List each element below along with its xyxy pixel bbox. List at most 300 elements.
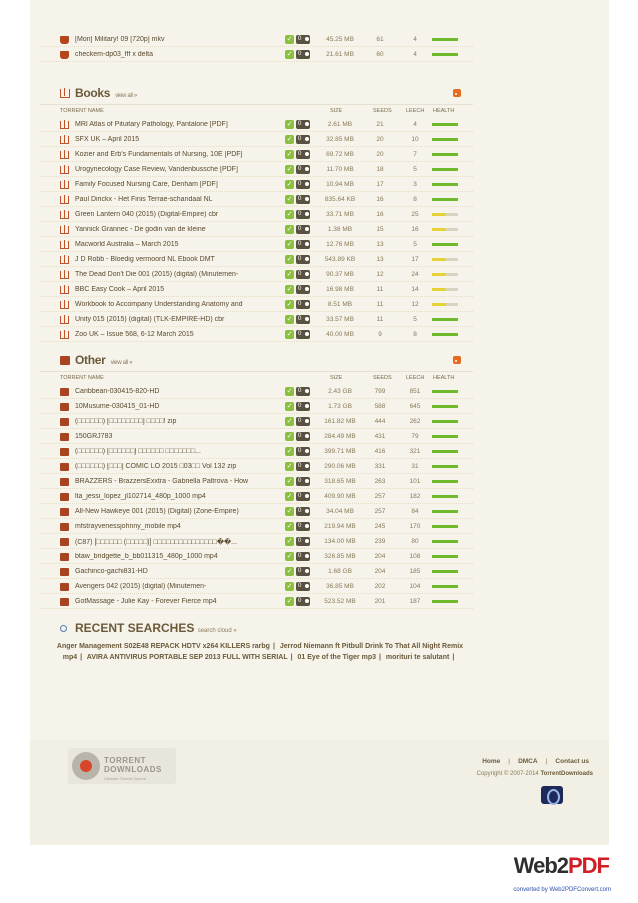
torrent-name-link[interactable]: Zoo UK – Issue 568, 6-12 March 2015 xyxy=(75,331,194,338)
other-view-all-link[interactable]: view all » xyxy=(110,360,133,366)
books-column-header xyxy=(40,105,473,117)
previous-section-tail xyxy=(40,32,473,62)
book-icon xyxy=(60,181,69,189)
comments-count[interactable]: 0 xyxy=(296,537,310,546)
health-bar-fill xyxy=(432,213,446,216)
torrent-size: 1.73 GB xyxy=(328,403,352,410)
health-bar-fill xyxy=(432,168,458,171)
comments-count[interactable]: 0 xyxy=(296,507,310,516)
verified-icon: ✓ xyxy=(286,316,293,323)
health-bar xyxy=(432,420,458,423)
health-bar-fill xyxy=(432,258,446,261)
comments-count[interactable]: 0 xyxy=(296,315,310,324)
comments-count[interactable]: 0 xyxy=(296,240,310,249)
torrent-name-link[interactable]: (□□□□□□) [□□□□□□] □□□□□□ □□□□□□□... xyxy=(75,448,201,455)
torrent-size: 40.00 MB xyxy=(326,331,354,338)
torrent-name-link[interactable]: 150GRJ783 xyxy=(75,433,113,440)
folder-icon xyxy=(60,478,69,486)
health-bar-fill xyxy=(432,465,458,468)
health-bar xyxy=(432,510,458,513)
torrent-name-link[interactable]: (□□□□□□) [□□□] COMIC LO 2015 □03□□ Vol 132 zip xyxy=(75,463,237,470)
torrent-name-link[interactable]: Unity 015 (2015) (digital) (TLK-EMPIRE-HD) cbr xyxy=(75,316,225,323)
leech-count: 31 xyxy=(411,463,419,470)
verified-icon: ✓ xyxy=(286,493,293,500)
torrent-row xyxy=(40,32,473,47)
health-bar xyxy=(432,570,458,573)
book-icon xyxy=(60,331,69,339)
comments-count[interactable]: 0 xyxy=(296,387,310,396)
health-bar-fill xyxy=(432,123,458,126)
seeds-count: 204 xyxy=(374,568,386,575)
comments-count[interactable]: 0 xyxy=(296,492,310,501)
health-bar xyxy=(432,540,458,543)
col-size[interactable]: SIZE xyxy=(330,108,343,114)
torrent-size: 11.70 MB xyxy=(326,166,354,173)
torrent-size: 33.71 MB xyxy=(326,211,354,218)
other-section xyxy=(40,350,473,609)
torrent-name-link[interactable]: btaw_bridgette_b_bb011315_480p_1000 mp4 xyxy=(75,553,218,560)
seeds-count: 16 xyxy=(376,196,384,203)
health-bar xyxy=(432,405,458,408)
torrent-row xyxy=(40,579,473,594)
torrent-row xyxy=(40,147,473,162)
verified-icon: ✓ xyxy=(286,508,293,515)
torrent-size: 318.65 MB xyxy=(324,478,356,485)
health-bar xyxy=(432,318,458,321)
book-icon xyxy=(60,271,69,279)
health-bar-fill xyxy=(432,183,458,186)
comments-count[interactable]: 0 xyxy=(296,165,310,174)
torrent-row xyxy=(40,267,473,282)
torrent-name-link[interactable]: BBC Easy Cook – April 2015 xyxy=(75,286,165,293)
torrent-size: 2.43 GB xyxy=(328,388,352,395)
separator: | xyxy=(508,758,511,765)
seeds-count: 20 xyxy=(376,136,384,143)
book-icon xyxy=(60,211,69,219)
seeds-count: 18 xyxy=(376,166,384,173)
col-seeds[interactable]: SEEDS xyxy=(373,375,392,381)
folder-icon xyxy=(60,356,70,365)
torrent-size: 134.00 MB xyxy=(324,538,356,545)
torrent-size: 12.76 MB xyxy=(326,241,354,248)
verified-icon: ✓ xyxy=(286,538,293,545)
verified-icon: ✓ xyxy=(286,418,293,425)
recent-search-link[interactable]: Jerrod Niemann ft Pitbull Drink To That All Night Remix mp4 xyxy=(62,643,464,661)
leech-count: 108 xyxy=(409,553,421,560)
torrent-size: 45.25 MB xyxy=(326,36,354,43)
folder-icon xyxy=(60,448,69,456)
leech-count: 24 xyxy=(411,271,419,278)
health-bar-fill xyxy=(432,540,458,543)
torrent-size: 290.06 MB xyxy=(324,463,356,470)
col-leech[interactable]: LEECH xyxy=(406,108,425,114)
comments-count[interactable]: 0 xyxy=(296,180,310,189)
leech-count: 851 xyxy=(409,388,421,395)
torrent-row xyxy=(40,414,473,429)
seeds-count: 15 xyxy=(376,226,384,233)
folder-icon xyxy=(60,403,69,411)
footer-link-home[interactable]: Home xyxy=(482,758,501,765)
seeds-count: 416 xyxy=(374,448,386,455)
seeds-count: 13 xyxy=(376,256,384,263)
leech-count: 645 xyxy=(409,403,421,410)
torrent-row xyxy=(40,117,473,132)
seeds-count: 20 xyxy=(376,151,384,158)
leech-count: 14 xyxy=(411,286,419,293)
leech-count: 80 xyxy=(411,538,419,545)
recent-search-link[interactable]: AVIRA ANTIVIRUS PORTABLE SEP 2013 FULL WITH SERIAL xyxy=(86,654,288,661)
torrent-name-link[interactable]: Yannick Grannec - De godin van de kleine xyxy=(75,226,206,233)
books-header xyxy=(40,83,473,105)
seeds-count: 257 xyxy=(374,493,386,500)
separator: | xyxy=(290,654,293,661)
books-view-all-link[interactable]: view all » xyxy=(115,93,137,99)
torrent-size: 835.64 KB xyxy=(324,196,356,203)
folder-icon xyxy=(60,493,69,501)
comments-count[interactable]: 0 xyxy=(296,120,310,129)
leech-count: 3 xyxy=(413,181,417,188)
torrent-name-link[interactable]: lta_jessi_lopez_jl102714_480p_1000 mp4 xyxy=(75,493,206,500)
torrent-name-link[interactable]: checkem-dp03_fff x delta xyxy=(75,51,153,58)
seeds-count: 60 xyxy=(376,51,384,58)
health-bar xyxy=(432,480,458,483)
col-health[interactable]: HEALTH xyxy=(433,375,455,381)
torrent-size: 69.72 MB xyxy=(326,151,354,158)
health-bar xyxy=(432,525,458,528)
torrent-row xyxy=(40,282,473,297)
seeds-count: 257 xyxy=(374,508,386,515)
health-bar-fill xyxy=(432,333,458,336)
health-bar-fill xyxy=(432,600,458,603)
seeds-count: 263 xyxy=(374,478,386,485)
comments-count[interactable]: 0 xyxy=(296,330,310,339)
col-torrent-name[interactable]: TORRENT NAME xyxy=(60,375,104,381)
health-bar-fill xyxy=(432,480,458,483)
health-bar xyxy=(432,585,458,588)
leech-count: 16 xyxy=(411,226,419,233)
verified-icon: ✓ xyxy=(286,271,293,278)
seeds-count: 331 xyxy=(374,463,386,470)
separator: | xyxy=(378,654,381,661)
torrent-size: 1.38 MB xyxy=(327,226,353,233)
book-icon xyxy=(60,89,70,98)
health-bar xyxy=(432,138,458,141)
web2pdf-credit-link[interactable]: converted by Web2PDFConvert.com xyxy=(513,887,611,893)
folder-icon xyxy=(60,538,69,546)
web2pdf-logo xyxy=(514,853,609,879)
comments-count[interactable]: 0 xyxy=(296,135,310,144)
verified-icon: ✓ xyxy=(286,448,293,455)
verified-icon: ✓ xyxy=(286,568,293,575)
torrent-row xyxy=(40,252,473,267)
badge-icon[interactable] xyxy=(541,786,563,804)
search-icon xyxy=(60,625,67,632)
torrent-row xyxy=(40,594,473,609)
other-title-text: Other xyxy=(75,353,106,367)
leech-count: 8 xyxy=(413,331,417,338)
col-leech[interactable]: LEECH xyxy=(406,375,425,381)
recent-title-text: RECENT SEARCHES xyxy=(75,621,195,635)
recent-search-link[interactable]: Anger Management S02E48 REPACK HDTV x264 KILLERS rarbg xyxy=(56,643,270,650)
torrent-name-link[interactable]: [Mori] Military! 09 [720p] mkv xyxy=(75,36,165,43)
health-bar-fill xyxy=(432,198,458,201)
verified-icon: ✓ xyxy=(286,433,293,440)
torrent-row xyxy=(40,327,473,342)
torrent-size: 10.94 MB xyxy=(326,181,354,188)
torrent-size: 399.71 MB xyxy=(324,448,356,455)
torrent-name-link[interactable]: Gachinco-gachi831-HD xyxy=(75,568,148,575)
folder-icon xyxy=(60,508,69,516)
leech-count: 5 xyxy=(413,241,417,248)
health-bar-fill xyxy=(432,450,458,453)
health-bar xyxy=(432,153,458,156)
footer-link-dmca[interactable]: DMCA xyxy=(518,758,538,765)
torrent-name-link[interactable]: (□□□□□□) [□□□□□□□□] □□□□! zip xyxy=(75,418,177,425)
comments-count[interactable]: 0 xyxy=(296,597,310,606)
seeds-count: 444 xyxy=(374,418,386,425)
health-bar-fill xyxy=(432,153,458,156)
leech-count: 84 xyxy=(411,508,419,515)
leech-count: 25 xyxy=(411,211,419,218)
health-bar xyxy=(432,465,458,468)
torrent-size: 21.61 MB xyxy=(326,51,354,58)
seeds-count: 245 xyxy=(374,523,386,530)
col-torrent-name[interactable]: TORRENT NAME xyxy=(60,108,104,114)
comments-count[interactable]: 0 xyxy=(296,432,310,441)
copyright-brand: TorrentDownloads xyxy=(540,771,593,777)
recent-search-terms xyxy=(55,641,465,663)
torrent-row xyxy=(40,132,473,147)
torrent-row xyxy=(40,207,473,222)
copyright-prefix: Copyright © 2007-2014 xyxy=(476,771,539,777)
book-icon xyxy=(60,166,69,174)
torrent-name-link[interactable]: The Dead Don't Die 001 (2015) (digital) (Minutemen- xyxy=(75,271,239,278)
health-bar-fill xyxy=(432,38,458,41)
comments-count[interactable]: 0 xyxy=(296,210,310,219)
torrent-row xyxy=(40,237,473,252)
book-icon xyxy=(60,136,69,144)
torrent-name-link[interactable]: Workbook to Accompany Understanding Anatomy and xyxy=(75,301,243,308)
health-bar xyxy=(432,183,458,186)
verified-icon: ✓ xyxy=(286,211,293,218)
col-size[interactable]: SIZE xyxy=(330,375,343,381)
leech-count: 185 xyxy=(409,568,421,575)
leech-count: 262 xyxy=(409,418,421,425)
health-bar-fill xyxy=(432,585,458,588)
comments-count[interactable]: 0 xyxy=(296,225,310,234)
health-bar-fill xyxy=(432,318,458,321)
logo-emblem-icon xyxy=(72,752,100,780)
separator: | xyxy=(272,643,275,650)
torrent-row xyxy=(40,384,473,399)
seeds-count: 11 xyxy=(376,286,384,293)
leech-count: 104 xyxy=(409,583,421,590)
seeds-count: 799 xyxy=(374,388,386,395)
health-bar-fill xyxy=(432,243,458,246)
comments-count[interactable]: 0 xyxy=(296,447,310,456)
separator: | xyxy=(545,758,548,765)
comments-count[interactable]: 0 xyxy=(296,582,310,591)
comments-count[interactable]: 0 xyxy=(296,477,310,486)
books-title-text: Books xyxy=(75,86,111,100)
torrent-row xyxy=(40,399,473,414)
torrent-name-link[interactable]: Avengers 042 (2015) (digital) (Minutemen- xyxy=(75,583,207,590)
torrent-row xyxy=(40,564,473,579)
col-seeds[interactable]: SEEDS xyxy=(373,108,392,114)
other-header xyxy=(40,350,473,372)
comments-count[interactable]: 0 xyxy=(296,417,310,426)
book-icon xyxy=(60,316,69,324)
health-bar xyxy=(432,333,458,336)
torrent-name-link[interactable]: Paul Dirickx - Het Finis Terrae-schandaal NL xyxy=(75,196,213,203)
torrent-size: 33.57 MB xyxy=(326,316,354,323)
verified-icon: ✓ xyxy=(286,136,293,143)
verified-icon: ✓ xyxy=(286,598,293,605)
torrent-name-link[interactable]: All-New Hawkeye 001 (2015) (Digital) (Zone-Empire) xyxy=(75,508,239,515)
torrent-name-link[interactable]: Caribbean-030415-820-HD xyxy=(75,388,160,395)
health-bar-fill xyxy=(432,228,446,231)
comments-count[interactable]: 0 xyxy=(296,402,310,411)
torrent-row xyxy=(40,192,473,207)
health-bar xyxy=(432,213,458,216)
torrent-name-link[interactable]: mfstrayvenessjohnny_mobile mp4 xyxy=(75,523,181,530)
other-column-header xyxy=(40,372,473,384)
leech-count: 7 xyxy=(413,151,417,158)
verified-icon: ✓ xyxy=(286,121,293,128)
rss-icon[interactable] xyxy=(453,89,461,97)
health-bar xyxy=(432,555,458,558)
verified-icon: ✓ xyxy=(286,36,293,43)
torrent-name-link[interactable]: J D Robb - Bloedig vermoord NL Ebook DMT xyxy=(75,256,215,263)
leech-count: 170 xyxy=(409,523,421,530)
folder-icon xyxy=(60,388,69,396)
torrent-size: 284.49 MB xyxy=(324,433,356,440)
rss-icon[interactable] xyxy=(453,356,461,364)
health-bar xyxy=(432,450,458,453)
footer-nav xyxy=(478,758,593,765)
copyright xyxy=(477,771,593,777)
book-icon xyxy=(60,301,69,309)
books-list xyxy=(40,117,473,342)
comments-count[interactable]: 0 xyxy=(296,552,310,561)
books-section xyxy=(40,83,473,342)
folder-icon xyxy=(60,553,69,561)
torrent-name-link[interactable]: Green Lantern 040 (2015) (Digital-Empire) cbr xyxy=(75,211,219,218)
verified-icon: ✓ xyxy=(286,181,293,188)
torrent-size: 32.85 MB xyxy=(326,136,354,143)
torrent-size: 16.98 MB xyxy=(326,286,354,293)
footer-link-contact-us[interactable]: Contact us xyxy=(555,758,589,765)
health-bar xyxy=(432,258,458,261)
comments-count[interactable]: 0 xyxy=(296,270,310,279)
health-bar xyxy=(432,38,458,41)
torrent-row xyxy=(40,549,473,564)
torrent-name-link[interactable]: (C87) [□□□□□□ (□□□□□)] □□□□□□□□□□□□□□□��... xyxy=(75,539,238,546)
verified-icon: ✓ xyxy=(286,196,293,203)
logo-text-1: TORRENT xyxy=(104,756,147,765)
comments-count[interactable]: 0 xyxy=(296,300,310,309)
health-bar xyxy=(432,273,458,276)
other-list xyxy=(40,384,473,609)
health-bar-fill xyxy=(432,390,458,393)
torrent-name-link[interactable]: Urogynecology Case Review, Vandenbussche [PDF] xyxy=(75,166,238,173)
site-logo[interactable] xyxy=(68,748,176,784)
comments-count[interactable]: 0 xyxy=(296,462,310,471)
leech-count: 10 xyxy=(411,136,419,143)
logo-tagline: Ultimate Torrent Source xyxy=(104,776,146,781)
health-bar-fill xyxy=(432,273,446,276)
leech-count: 5 xyxy=(413,316,417,323)
torrent-row xyxy=(40,444,473,459)
health-bar-fill xyxy=(432,420,458,423)
torrent-size: 523.52 MB xyxy=(324,598,356,605)
torrent-name-link[interactable]: Family Focused Nursing Care, Denham [PDF] xyxy=(75,181,218,188)
recent-search-link[interactable]: 01 Eye of the Tiger mp3 xyxy=(297,654,376,661)
books-title xyxy=(75,86,137,100)
seeds-count: 11 xyxy=(376,301,384,308)
torrent-row xyxy=(40,312,473,327)
torrent-name-link[interactable]: SFX UK – April 2015 xyxy=(75,136,140,143)
torrent-size: 326.85 MB xyxy=(324,553,356,560)
torrent-row xyxy=(40,222,473,237)
folder-icon xyxy=(60,463,69,471)
health-bar-fill xyxy=(432,570,458,573)
torrent-size: 34.04 MB xyxy=(326,508,354,515)
comments-count[interactable]: 0 xyxy=(296,50,310,59)
verified-icon: ✓ xyxy=(286,166,293,173)
comments-count[interactable]: 0 xyxy=(296,195,310,204)
torrent-size: 543.89 KB xyxy=(324,256,356,263)
comments-count[interactable]: 0 xyxy=(296,567,310,576)
comments-count[interactable]: 0 xyxy=(296,35,310,44)
recent-search-link[interactable]: morituri te salutant xyxy=(385,654,450,661)
torrent-row xyxy=(40,297,473,312)
health-bar-fill xyxy=(432,138,458,141)
torrent-name-link[interactable]: 10Musume-030415_01-HD xyxy=(75,403,160,410)
leech-count: 12 xyxy=(411,301,419,308)
torrent-name-link[interactable]: BRAZZERS - BrazzersExxtra - Gabriella Paltrova - How xyxy=(75,478,249,485)
torrent-name-link[interactable]: MRI Atlas of Pituitary Pathology, Pantalone [PDF] xyxy=(75,121,228,128)
comments-count[interactable]: 0 xyxy=(296,522,310,531)
verified-icon: ✓ xyxy=(286,151,293,158)
comments-count[interactable]: 0 xyxy=(296,255,310,264)
folder-icon xyxy=(60,598,69,606)
health-bar xyxy=(432,288,458,291)
torrent-name-link[interactable]: GotMassage - Julie Kay - Forever Fierce mp4 xyxy=(75,598,217,605)
verified-icon: ✓ xyxy=(286,256,293,263)
separator: | xyxy=(452,654,455,661)
health-bar-fill xyxy=(432,555,458,558)
comments-count[interactable]: 0 xyxy=(296,285,310,294)
leech-count: 101 xyxy=(409,478,421,485)
health-bar xyxy=(432,495,458,498)
seeds-count: 239 xyxy=(374,538,386,545)
torrent-name-link[interactable]: Kozier and Erb's Fundamentals of Nursing, 10E [PDF] xyxy=(75,151,243,158)
category-icon xyxy=(60,51,69,59)
seeds-count: 11 xyxy=(376,316,384,323)
verified-icon: ✓ xyxy=(286,241,293,248)
torrent-name-link[interactable]: Macworld Australia – March 2015 xyxy=(75,241,179,248)
web2pdf-watermark[interactable] xyxy=(505,853,615,897)
recent-searches-title xyxy=(75,621,237,635)
search-cloud-link[interactable]: search cloud » xyxy=(197,628,237,634)
comments-count[interactable]: 0 xyxy=(296,150,310,159)
col-health[interactable]: HEALTH xyxy=(433,108,455,114)
health-bar xyxy=(432,168,458,171)
web2pdf-logo-pdf: PDF xyxy=(568,853,609,878)
health-bar-fill xyxy=(432,53,458,56)
category-icon xyxy=(60,36,69,44)
